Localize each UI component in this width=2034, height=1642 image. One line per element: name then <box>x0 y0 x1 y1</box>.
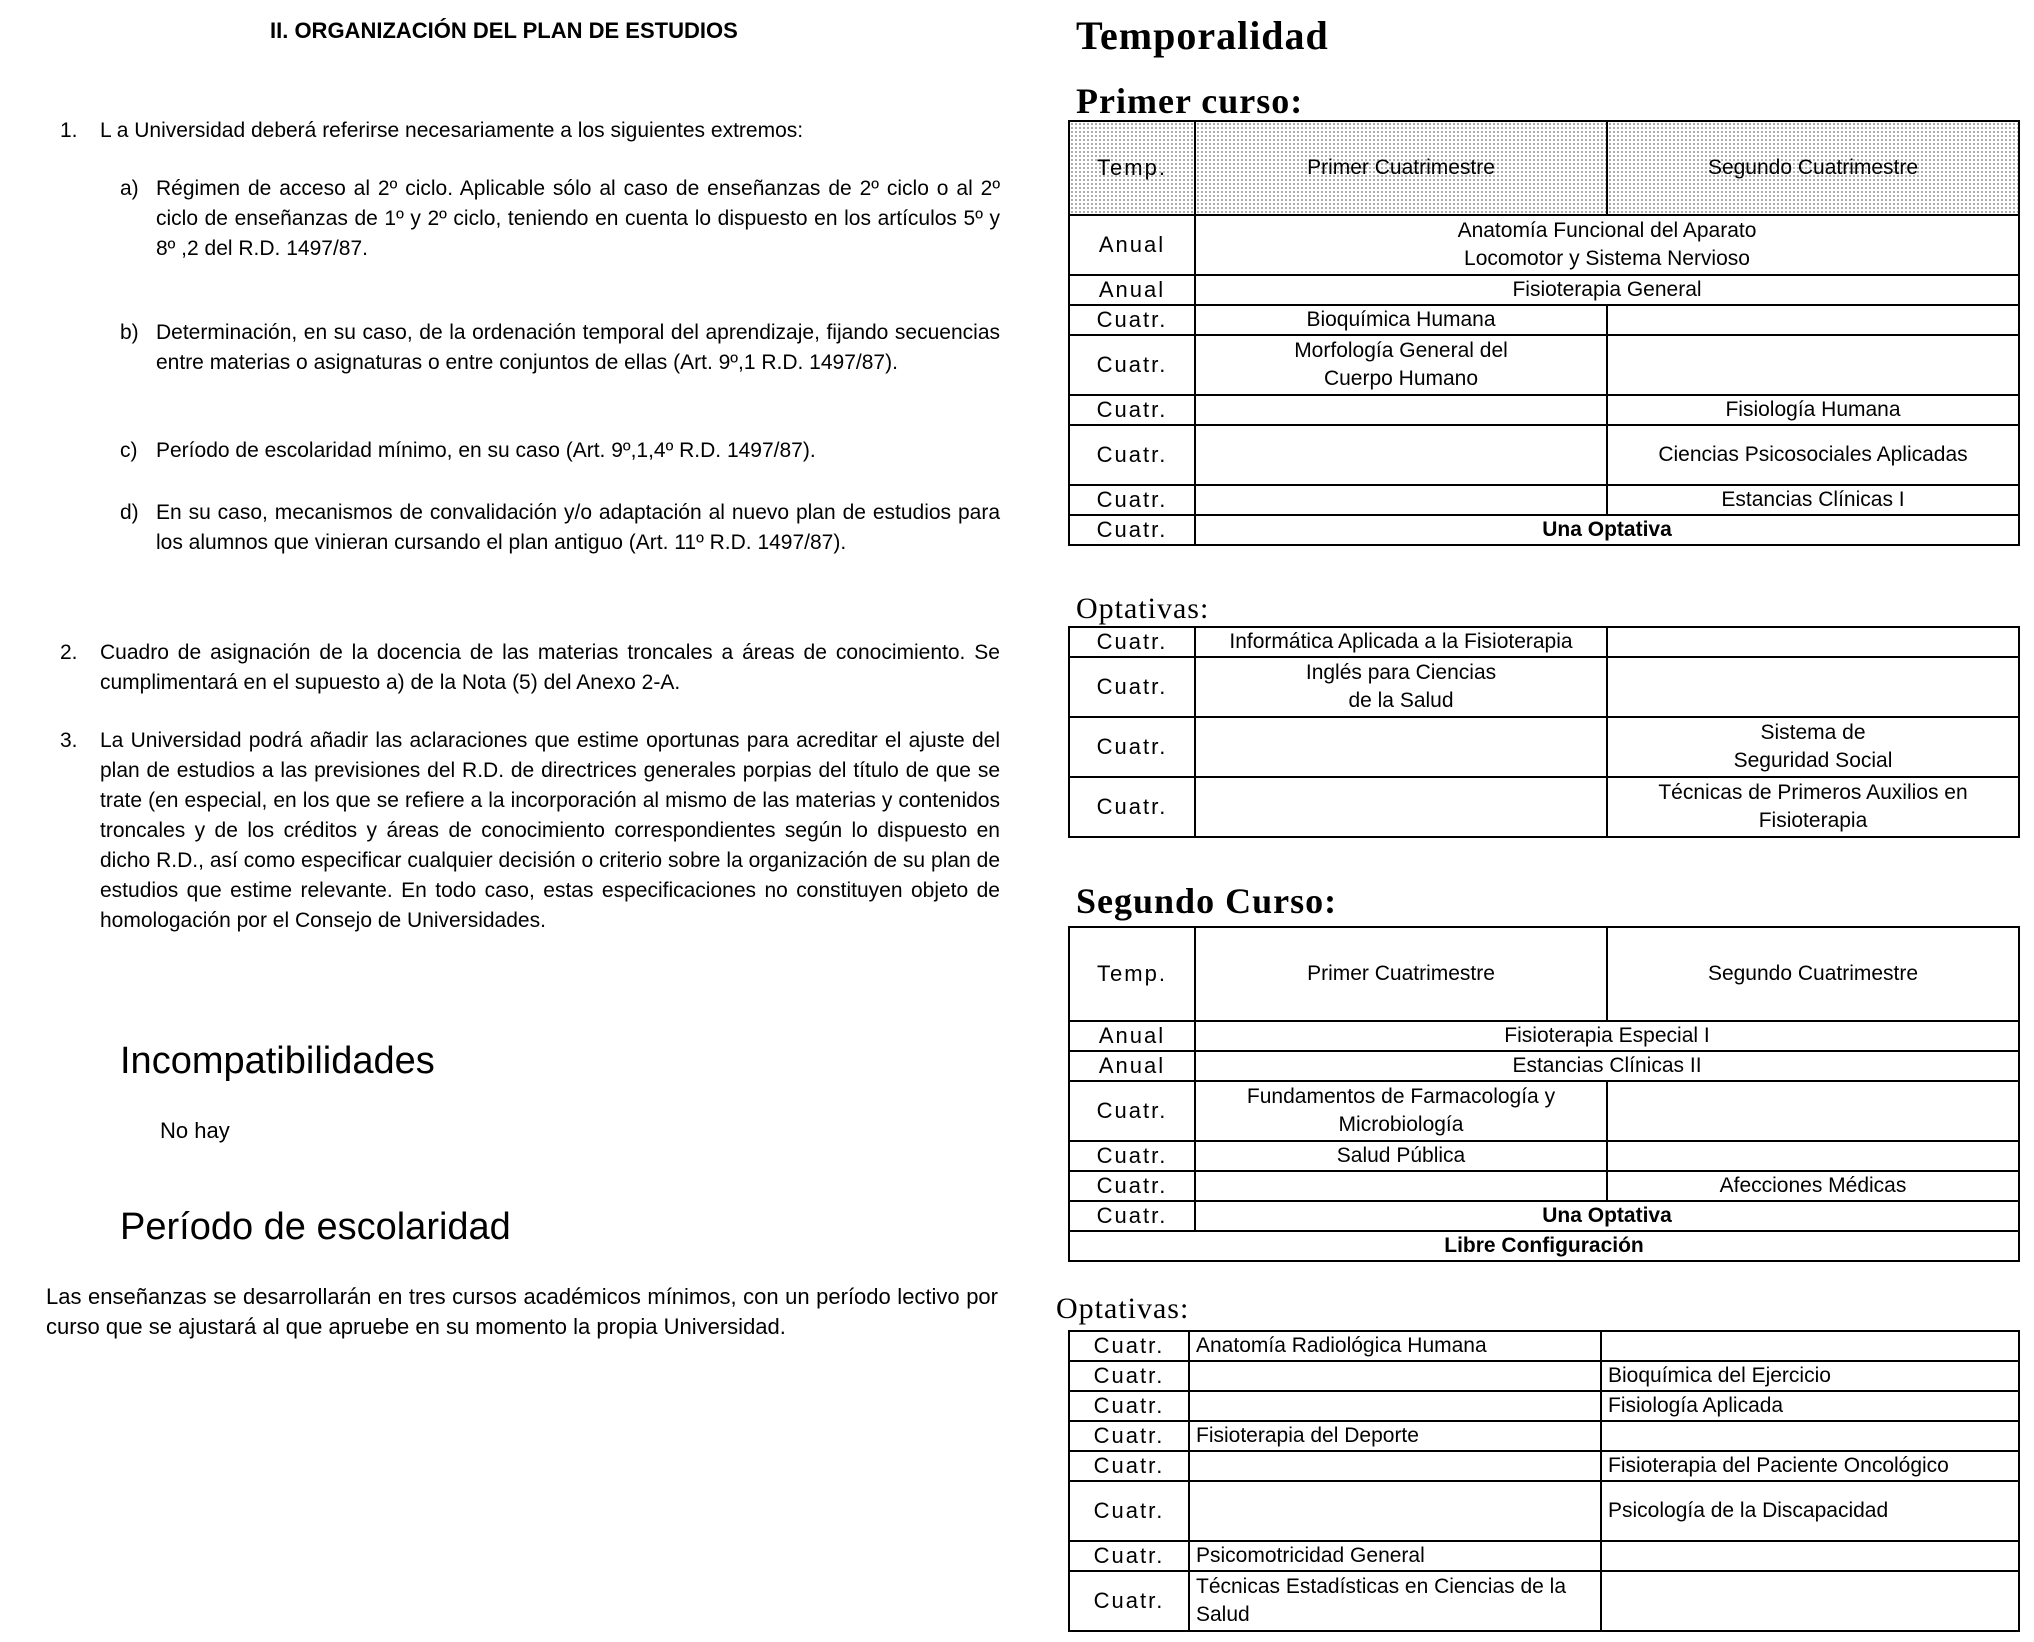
header-segundo-cuatrimestre: Segundo Cuatrimestre <box>1607 121 2019 215</box>
section-heading: II. ORGANIZACIÓN DEL PLAN DE ESTUDIOS <box>270 18 738 43</box>
list-item-1c <box>120 436 1000 466</box>
row-segundo-cuatrimestre <box>1601 1421 2019 1451</box>
subject-text: Fundamentos de Farmacología y Microbiología <box>1246 1085 1556 1136</box>
row-primer-cuatrimestre <box>1189 1391 1601 1421</box>
table-row <box>1069 515 2019 545</box>
row-temp: Cuatr. <box>1069 777 1195 837</box>
table-row <box>1069 1051 2019 1081</box>
row-segundo-cuatrimestre: Fisioterapia del Paciente Oncológico <box>1601 1451 2019 1481</box>
table-row <box>1069 425 2019 485</box>
subject-text: Técnicas Estadísticas en Ciencias de la Salud <box>1196 1575 1567 1626</box>
row-segundo-cuatrimestre: Ciencias Psicosociales Aplicadas <box>1607 425 2019 485</box>
row-segundo-cuatrimestre <box>1607 717 2019 777</box>
list-text: La Universidad podrá añadir las aclaraciones que estime oportunas para acreditar el ajuste del plan de estudios a las previsiones del R.D. de directrices generales porpias del título de que se trate (en especial, en los que se refiere a la incorporación al mismo de las materias y contenidos troncales y de los créditos y áreas de conocimiento correspondientes según lo dispuesto en dicho R.D., así como especificar cualquier decisión o criterio sobre la organización de su plan de estudios que estime relevante. En todo caso, estas especificaciones no constituyen objeto de homologación por el Consejo de Universidades. <box>100 729 1000 932</box>
list-number: 3. <box>60 729 78 752</box>
row-primer-cuatrimestre <box>1195 717 1607 777</box>
row-primer-cuatrimestre <box>1189 1571 1601 1631</box>
header-segundo-cuatrimestre: Segundo Cuatrimestre <box>1607 927 2019 1021</box>
row-temp: Cuatr. <box>1069 1201 1195 1231</box>
list-number: 1. <box>60 119 78 142</box>
primer-curso-heading: Primer curso: <box>1076 81 1304 121</box>
row-primer-cuatrimestre <box>1189 1451 1601 1481</box>
subject-text: Morfología General del Cuerpo Humano <box>1294 339 1508 390</box>
row-primer-cuatrimestre: Bioquímica Humana <box>1195 305 1607 335</box>
subject-text: Anatomía Funcional del Aparato Locomotor y Sistema Nervioso <box>1457 219 1757 270</box>
list-letter: a) <box>120 177 139 200</box>
table-row <box>1069 1171 2019 1201</box>
table-row <box>1069 335 2019 395</box>
segundo-optativas-heading: Optativas: <box>1056 1292 1190 1325</box>
table-row <box>1069 275 2019 305</box>
row-segundo-cuatrimestre: Técnicas de Primeros Auxilios en Fisioterapia <box>1607 777 2019 837</box>
list-item-2 <box>60 638 1000 698</box>
row-subject <box>1195 215 2019 275</box>
list-item-1d <box>120 498 1000 558</box>
primer-optativas-heading: Optativas: <box>1076 592 1210 625</box>
row-subject: Libre Configuración <box>1069 1231 2019 1261</box>
row-temp: Cuatr. <box>1069 425 1195 485</box>
row-temp: Cuatr. <box>1069 1451 1189 1481</box>
row-temp: Cuatr. <box>1069 1541 1189 1571</box>
row-segundo-cuatrimestre <box>1607 305 2019 335</box>
segundo-curso-table <box>1068 926 2020 1262</box>
row-temp: Cuatr. <box>1069 1391 1189 1421</box>
list-text: L a Universidad deberá referirse necesariamente a los siguientes extremos: <box>100 119 804 142</box>
row-primer-cuatrimestre <box>1195 1171 1607 1201</box>
list-text: Período de escolaridad mínimo, en su caso (Art. 9º,1,4º R.D. 1497/87). <box>156 439 816 462</box>
row-segundo-cuatrimestre <box>1607 627 2019 657</box>
row-segundo-cuatrimestre: Fisiología Aplicada <box>1601 1391 2019 1421</box>
row-primer-cuatrimestre: Fisioterapia del Deporte <box>1189 1421 1601 1451</box>
row-primer-cuatrimestre <box>1189 1361 1601 1391</box>
incompatibilidades-text: No hay <box>160 1118 230 1143</box>
list-text: Cuadro de asignación de la docencia de las materias troncales a áreas de conocimiento. Se cumplimentará en el supuesto a) de la Nota (5) del Anexo 2-A. <box>100 641 1000 694</box>
row-segundo-cuatrimestre <box>1607 657 2019 717</box>
row-temp: Cuatr. <box>1069 1141 1195 1171</box>
temporalidad-title: Temporalidad <box>1076 13 1329 58</box>
list-letter: b) <box>120 321 139 344</box>
table-row <box>1069 1421 2019 1451</box>
row-temp: Cuatr. <box>1069 335 1195 395</box>
list-item-1 <box>60 116 1000 146</box>
row-segundo-cuatrimestre <box>1601 1331 2019 1361</box>
list-text: En su caso, mecanismos de convalidación y/o adaptación al nuevo plan de estudios para los alumnos que vinieran cursando el plan antiguo (Art. 11º R.D. 1497/87). <box>156 501 1000 554</box>
table-row <box>1069 215 2019 275</box>
table-row <box>1069 717 2019 777</box>
row-temp: Cuatr. <box>1069 657 1195 717</box>
row-primer-cuatrimestre <box>1195 395 1607 425</box>
segundo-optativas-table <box>1068 1330 2020 1632</box>
row-primer-cuatrimestre: Informática Aplicada a la Fisioterapia <box>1195 627 1607 657</box>
list-number: 2. <box>60 641 78 664</box>
row-segundo-cuatrimestre: Fisiología Humana <box>1607 395 2019 425</box>
row-primer-cuatrimestre: Salud Pública <box>1195 1141 1607 1171</box>
header-primer-cuatrimestre: Primer Cuatrimestre <box>1195 927 1607 1021</box>
table-row <box>1069 627 2019 657</box>
row-temp: Cuatr. <box>1069 627 1195 657</box>
periodo-text: Las enseñanzas se desarrollarán en tres cursos académicos mínimos, con un período lectivo por curso que se ajustará al que apruebe en su momento la propia Universidad. <box>46 1284 998 1339</box>
table-row <box>1069 1391 2019 1421</box>
row-primer-cuatrimestre <box>1195 335 1607 395</box>
row-segundo-cuatrimestre <box>1607 1141 2019 1171</box>
table-row <box>1069 1331 2019 1361</box>
primer-optativas-table <box>1068 626 2020 838</box>
row-temp: Cuatr. <box>1069 1361 1189 1391</box>
row-subject: Estancias Clínicas II <box>1195 1051 2019 1081</box>
row-segundo-cuatrimestre <box>1601 1541 2019 1571</box>
row-segundo-cuatrimestre: Afecciones Médicas <box>1607 1171 2019 1201</box>
row-primer-cuatrimestre <box>1195 425 1607 485</box>
row-temp: Cuatr. <box>1069 485 1195 515</box>
table-row <box>1069 1451 2019 1481</box>
row-temp: Cuatr. <box>1069 717 1195 777</box>
row-temp: Cuatr. <box>1069 1081 1195 1141</box>
row-primer-cuatrimestre: Psicomotricidad General <box>1189 1541 1601 1571</box>
row-primer-cuatrimestre <box>1189 1481 1601 1541</box>
row-segundo-cuatrimestre <box>1607 1081 2019 1141</box>
row-subject: Una Optativa <box>1195 515 2019 545</box>
row-temp: Cuatr. <box>1069 1481 1189 1541</box>
table-row <box>1069 305 2019 335</box>
row-temp: Cuatr. <box>1069 1571 1189 1631</box>
row-primer-cuatrimestre: Anatomía Radiológica Humana <box>1189 1331 1601 1361</box>
header-primer-cuatrimestre: Primer Cuatrimestre <box>1195 121 1607 215</box>
header-temp: Temp. <box>1069 121 1195 215</box>
row-primer-cuatrimestre <box>1195 777 1607 837</box>
row-temp: Anual <box>1069 215 1195 275</box>
row-segundo-cuatrimestre <box>1607 335 2019 395</box>
table-row <box>1069 1231 2019 1261</box>
row-temp: Cuatr. <box>1069 1171 1195 1201</box>
list-item-1b <box>120 318 1000 378</box>
header-temp: Temp. <box>1069 927 1195 1021</box>
row-segundo-cuatrimestre: Psicología de la Discapacidad <box>1601 1481 2019 1541</box>
row-temp: Anual <box>1069 1021 1195 1051</box>
subject-text: Inglés para Ciencias de la Salud <box>1305 661 1497 712</box>
row-segundo-cuatrimestre: Estancias Clínicas I <box>1607 485 2019 515</box>
row-primer-cuatrimestre <box>1195 485 1607 515</box>
table-row <box>1069 1201 2019 1231</box>
table-row <box>1069 395 2019 425</box>
incompatibilidades-heading: Incompatibilidades <box>120 1040 435 1082</box>
periodo-heading: Período de escolaridad <box>120 1206 511 1248</box>
table-header-row <box>1069 927 2019 1021</box>
row-primer-cuatrimestre <box>1195 1081 1607 1141</box>
row-temp: Cuatr. <box>1069 395 1195 425</box>
table-row <box>1069 485 2019 515</box>
list-text: Determinación, en su caso, de la ordenación temporal del aprendizaje, fijando secuencias entre materias o asignaturas o entre conjuntos de ellas (Art. 9º,1 R.D. 1497/87). <box>156 321 1000 374</box>
row-segundo-cuatrimestre: Bioquímica del Ejercicio <box>1601 1361 2019 1391</box>
list-letter: c) <box>120 439 138 462</box>
table-row <box>1069 777 2019 837</box>
segundo-curso-heading: Segundo Curso: <box>1076 881 1338 921</box>
table-row <box>1069 1141 2019 1171</box>
table-row <box>1069 1021 2019 1051</box>
list-text: Régimen de acceso al 2º ciclo. Aplicable sólo al caso de enseñanzas de 2º ciclo o al 2º ciclo de enseñanzas de 1º y 2º ciclo, teniendo en cuenta lo dispuesto en los artículos 5º y 8º ,2 del R.D. 1497/87. <box>156 177 1000 260</box>
row-temp: Cuatr. <box>1069 1331 1189 1361</box>
row-temp: Anual <box>1069 275 1195 305</box>
table-header-row <box>1069 121 2019 215</box>
subject-text: Sistema de Seguridad Social <box>1733 721 1893 772</box>
table-row <box>1069 657 2019 717</box>
table-row <box>1069 1361 2019 1391</box>
table-row <box>1069 1081 2019 1141</box>
row-subject: Fisioterapia General <box>1195 275 2019 305</box>
table-row <box>1069 1481 2019 1541</box>
row-subject: Una Optativa <box>1195 1201 2019 1231</box>
row-subject: Fisioterapia Especial I <box>1195 1021 2019 1051</box>
row-segundo-cuatrimestre <box>1601 1571 2019 1631</box>
row-primer-cuatrimestre <box>1195 657 1607 717</box>
row-temp: Cuatr. <box>1069 515 1195 545</box>
row-temp: Cuatr. <box>1069 1421 1189 1451</box>
row-temp: Anual <box>1069 1051 1195 1081</box>
list-item-3 <box>60 726 1000 936</box>
list-item-1a <box>120 174 1000 264</box>
row-temp: Cuatr. <box>1069 305 1195 335</box>
table-row <box>1069 1571 2019 1631</box>
primer-curso-table <box>1068 120 2020 546</box>
list-letter: d) <box>120 501 139 524</box>
table-row <box>1069 1541 2019 1571</box>
